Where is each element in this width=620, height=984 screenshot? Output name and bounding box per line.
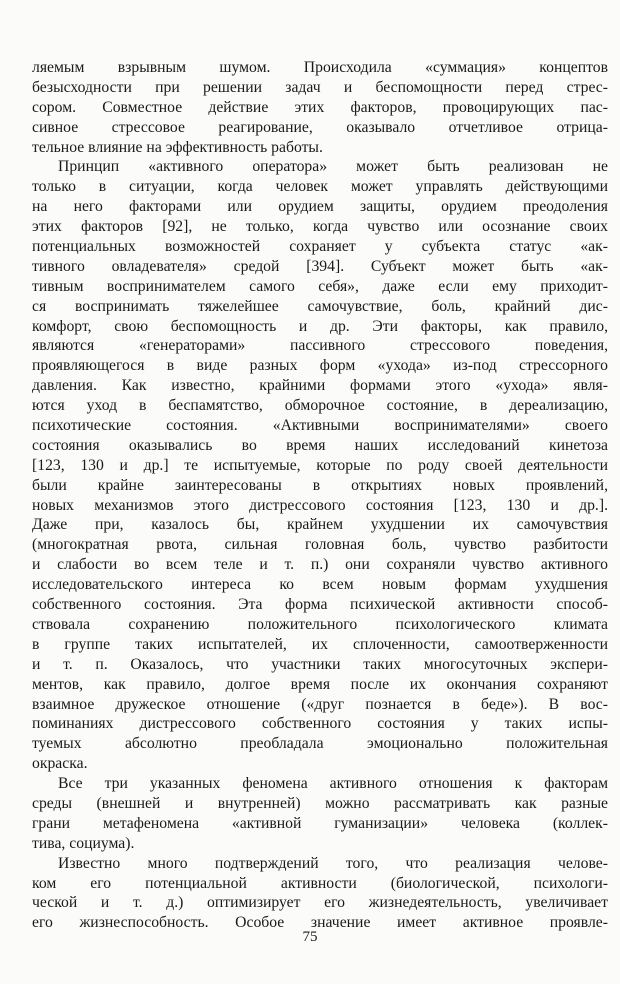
text-line: грани метафеномена «активной гуманизации» человека (коллек- [32, 814, 608, 832]
text-line: сивное стрессовое реагирование, оказывало отчетливое отрица- [32, 118, 608, 136]
text-line: Все три указанных феномена активного отношения к факторам [58, 775, 608, 793]
text-line: были крайне заинтересованы в открытиях новых проявлений, [32, 476, 608, 494]
text-line: тива, социума). [32, 834, 135, 852]
text-line: [123, 130 и др.] те испытуемые, которые по роду своей деятельности [32, 456, 608, 474]
text-line: окраска. [32, 755, 88, 773]
text-line: новых механизмов этого дистрессового состояния [123, 130 и др.]. [32, 496, 608, 514]
text-line: исследовательского интереса ко всем новым формам ухудшения [32, 576, 608, 594]
text-line: туемых абсолютно преобладала эмоционально положительная [32, 735, 608, 753]
text-line: проявляющегося в виде разных форм «ухода» из-под стрессорного [32, 357, 608, 375]
page-number: 75 [302, 929, 318, 945]
text-line: являются «генераторами» пассивного стрессового поведения, [32, 337, 608, 355]
text-line: поминаниях дистрессового собственного состояния у таких испы- [32, 715, 608, 733]
text-line: Принцип «активного оператора» может быть реализован не [58, 158, 608, 176]
text-line: тивным воспринимателем самого себя», даже если ему приходит- [32, 277, 608, 295]
text-line: ся воспринимать тяжелейшее самочувствие, боль, крайний дис- [32, 297, 608, 315]
text-line: среды (внешней и внутренней) можно рассматривать как разные [32, 794, 608, 812]
text-line: тивного овладевателя» средой [394]. Субъект может быть «ак- [32, 257, 608, 275]
text-line: комфорт, свою беспомощность и др. Эти факторы, как правило, [32, 317, 608, 335]
text-line: психотические состояния. «Активными воспринимателями» своего [32, 417, 608, 435]
text-line: Даже при, казалось бы, крайнем ухудшении их самочувствия [32, 516, 608, 534]
text-line: и слабости во всем теле и т. п.) они сохраняли чувство активного [32, 556, 608, 574]
text-line: его жизнеспособность. Особое значение имеет активное проявле- [32, 914, 608, 932]
text-line: на него факторами или орудием защиты, орудием преодоления [32, 198, 608, 216]
body-text [32, 58, 608, 933]
text-line: ются уход в беспамятство, обморочное состояние, в дереализацию, [32, 397, 608, 415]
text-line: ствовала сохранению положительного психологического климата [32, 615, 608, 633]
text-line: взаимное дружеское отношение («друг познается в беде»). В вос- [32, 695, 608, 713]
text-line: безысходности при решении задач и беспомощности перед стрес- [32, 78, 608, 96]
text-line: и т. п. Оказалось, что участники таких многосуточных экспери- [32, 655, 608, 673]
text-line: состояния оказывались во время наших исследований кинетоза [32, 436, 608, 454]
text-line: (многократная рвота, сильная головная боль, чувство разбитости [32, 536, 608, 554]
text-line: сором. Совместное действие этих факторов, провоцирующих пас- [32, 98, 608, 116]
text-line: ческой и т. д.) оптимизирует его жизнедеятельность, увеличивает [32, 894, 608, 912]
text-line: в группе таких испытателей, их сплоченности, самоотверженности [32, 635, 608, 653]
text-line: собственного состояния. Эта форма психической активности способ- [32, 596, 608, 614]
text-line: ментов, как правило, долгое время после их окончания сохраняют [32, 675, 608, 693]
text-line: потенциальных возможностей сохраняет у субъекта статус «ак- [32, 238, 608, 256]
text-line: Известно много подтверждений того, что реализация челове- [58, 854, 608, 872]
text-line: давления. Как известно, крайними формами этого «ухода» явля- [32, 377, 608, 395]
text-line: ком его потенциальной активности (биологической, психологи- [32, 874, 608, 892]
text-line: только в ситуации, когда человек может управлять действующими [32, 178, 608, 196]
text-line: тельное влияние на эффективность работы. [32, 138, 323, 156]
text-line: этих факторов [92], не только, когда чувство или осознание своих [32, 218, 608, 236]
text-line: ляемым взрывным шумом. Происходила «суммация» концептов [32, 59, 608, 76]
